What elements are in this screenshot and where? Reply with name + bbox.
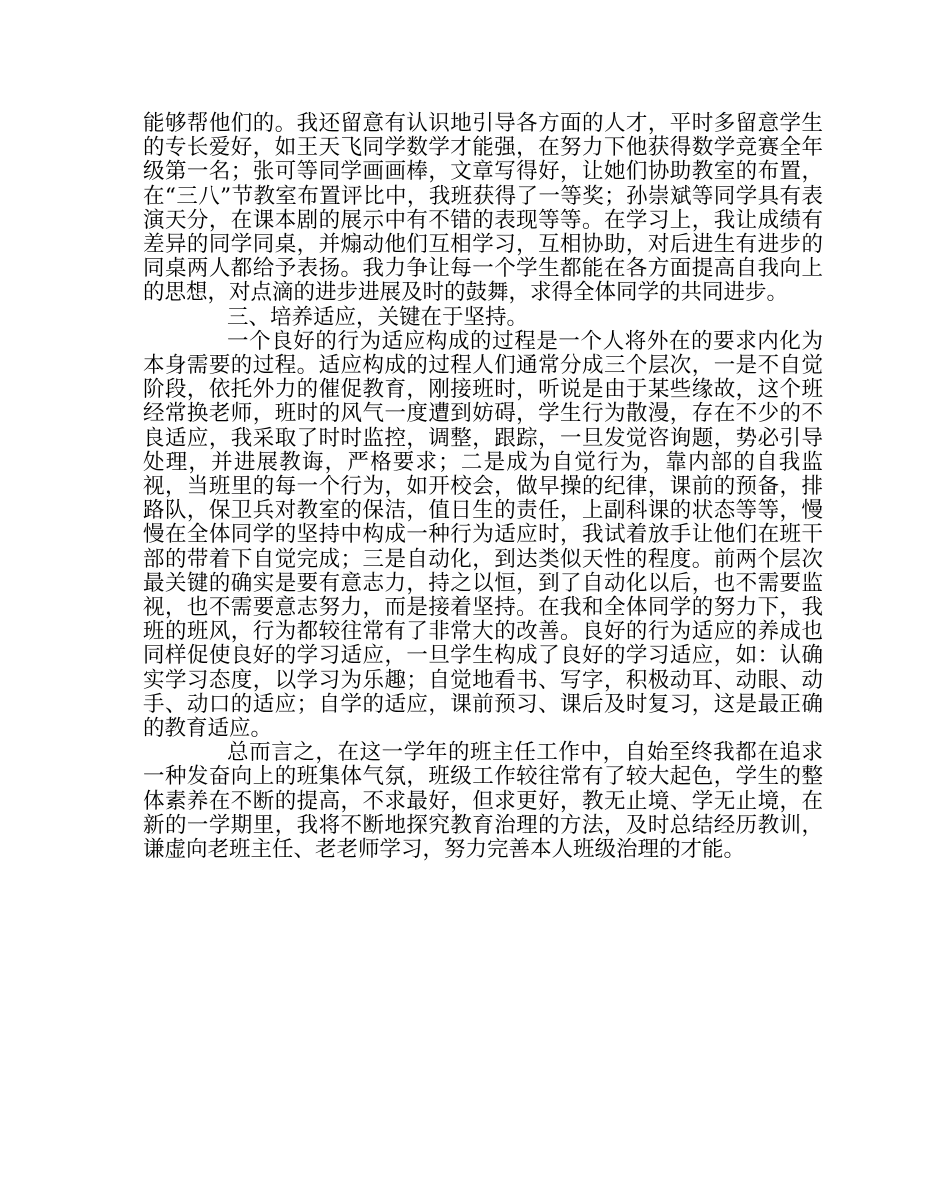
paragraph-conclusion: 总而言之，在这一学年的班主任工作中，自始至终我都在追求一种发奋向上的班集体气氛，班级工作较往常有了较大起色，学生的整体素养在不断的提高，不求最好，但求更好，教无止境、学无止境，在新的一学期里，我将不断地探究教育治理的方法，及时总结经历教训，谦虚向老班主任、老老师学习，努力完善本人班级治理的才能。: [143, 740, 823, 863]
section-heading-habits: 三、培养适应，关键在于坚持。: [227, 304, 529, 330]
paragraph-talent-guidance: 能够帮他们的。我还留意有认识地引导各方面的人才，平时多留意学生的专长爱好，如王天飞同学数学才能强，在努力下他获得数学竞赛全年级第一名；张可等同学画画棒，文章写得好，让她们协助教室的布置，在“三八”节教室布置评比中，我班获得了一等奖；孙崇斌等同学具有表演天分，在课本剧的展示中有不错的表现等等。在学习上，我让成绩有差异的同学同桌，并煽动他们互相学习，互相协助，对后进生有进步的同桌两人都给予表扬。我力争让每一个学生都能在各方面提高自我向上的思想，对点滴的进步进展及时的鼓舞，求得全体同学的共同进步。: [143, 111, 823, 306]
paragraph-habit-formation: 一个良好的行为适应构成的过程是一个人将外在的要求内化为本身需要的过程。适应构成的过程人们通常分成三个层次，一是不自觉阶段，依托外力的催促教育，刚接班时，听说是由于某些缘故，这个班经常换老师，班时的风气一度遭到妨碍，学生行为散漫，存在不少的不良适应，我采取了时时监控，调整，跟踪，一旦发觉咨询题，势必引导处理，并进展教诲，严格要求；二是成为自觉行为，靠内部的自我监视，当班里的每一个行为，如开校会，做早操的纪律，课前的预备，排路队，保卫兵对教室的保洁，值日生的责任，上副科课的状态等等，慢慢在全体同学的坚持中构成一种行为适应时，我试着放手让他们在班干部的带着下自觉完成；三是自动化，到达类似天性的程度。前两个层次最关键的确实是要有意志力，持之以恒，到了自动化以后，也不需要监视，也不需要意志努力，而是接着坚持。在我和全体同学的努力下，我班的班风，行为都较往常有了非常大的改善。良好的行为适应的养成也同样促使良好的学习适应，一旦学生构成了良好的学习适应，如：认确实学习态度，以学习为乐趣；自觉地看书、写字，积极动耳、动眼、动手、动口的适应；自学的适应，课前预习、课后及时复习，这是最正确的教育适应。: [143, 328, 823, 742]
document-body: [143, 112, 823, 862]
